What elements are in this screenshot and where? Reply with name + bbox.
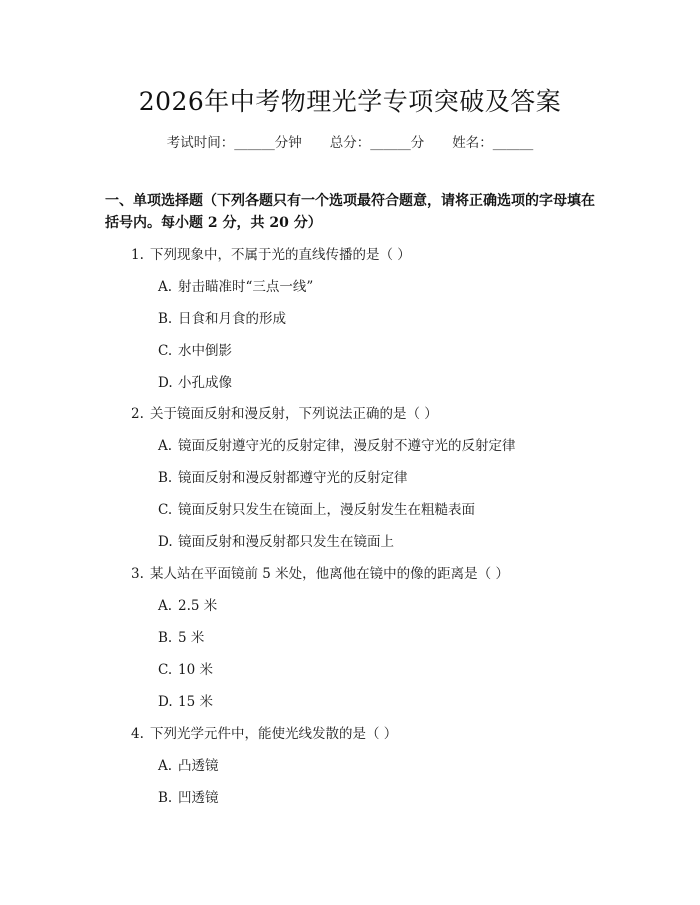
question-3-option-d — [158, 690, 213, 710]
question-1 — [131, 243, 411, 263]
option-text: 水中倒影 — [178, 343, 232, 359]
option-text: 凹透镜 — [178, 790, 219, 806]
option-letter: A. — [158, 598, 173, 614]
option-letter: B. — [158, 311, 173, 327]
name-field: 姓名：______ — [452, 135, 534, 151]
option-letter: B. — [158, 470, 173, 486]
time-field: 考试时间：______分钟 — [166, 135, 302, 151]
question-3 — [131, 562, 509, 582]
question-number: 1. — [131, 247, 144, 263]
option-letter: D. — [158, 694, 173, 710]
option-text: 5 米 — [178, 630, 205, 646]
question-2-option-b — [158, 466, 408, 486]
section-heading: 一、单项选择题（下列各题只有一个选项最符合题意，请将正确选项的字母填在括号内。每小题 2 分，共 20 分） — [105, 193, 595, 231]
option-text: 15 米 — [178, 694, 213, 710]
option-text: 镜面反射和漫反射都遵守光的反射定律 — [178, 470, 408, 486]
question-4-option-a — [158, 754, 219, 774]
question-number: 3. — [131, 566, 144, 582]
option-text: 凸透镜 — [178, 758, 219, 774]
option-letter: C. — [158, 662, 173, 678]
option-text: 镜面反射遵守光的反射定律，漫反射不遵守光的反射定律 — [178, 438, 516, 454]
question-2 — [131, 402, 438, 422]
question-3-option-c — [158, 658, 213, 678]
option-letter: C. — [158, 343, 173, 359]
option-text: 射击瞄准时“三点一线” — [178, 279, 314, 295]
question-stem: 下列光学元件中，能使光线发散的是（ ） — [150, 726, 398, 742]
option-text: 小孔成像 — [178, 375, 232, 391]
option-letter: A. — [158, 758, 173, 774]
question-stem: 某人站在平面镜前 5 米处，他离他在镜中的像的距离是（ ） — [150, 566, 509, 582]
option-text: 2.5 米 — [178, 598, 218, 614]
question-4-option-b — [158, 786, 219, 806]
question-number: 2. — [131, 406, 144, 422]
question-1-option-d — [158, 371, 232, 391]
option-letter: C. — [158, 502, 173, 518]
option-letter: D. — [158, 534, 173, 550]
question-1-option-c — [158, 339, 232, 359]
option-letter: A. — [158, 438, 173, 454]
question-4 — [131, 722, 397, 742]
question-1-option-a — [158, 275, 313, 295]
question-2-option-d — [158, 530, 394, 550]
page-title: 2026年中考物理光学专项突破及答案 — [138, 87, 562, 116]
option-text: 镜面反射和漫反射都只发生在镜面上 — [178, 534, 394, 550]
option-letter: B. — [158, 630, 173, 646]
exam-meta — [0, 131, 700, 151]
option-letter: B. — [158, 790, 173, 806]
option-text: 10 米 — [178, 662, 213, 678]
question-1-option-b — [158, 307, 286, 327]
option-text: 日食和月食的形成 — [178, 311, 286, 327]
question-3-option-a — [158, 594, 217, 614]
option-text: 镜面反射只发生在镜面上，漫反射发生在粗糙表面 — [178, 502, 475, 518]
question-2-option-a — [158, 434, 516, 454]
option-letter: D. — [158, 375, 173, 391]
question-stem: 下列现象中，不属于光的直线传播的是（ ） — [150, 247, 411, 263]
score-field: 总分：______分 — [329, 135, 425, 151]
question-stem: 关于镜面反射和漫反射，下列说法正确的是（ ） — [150, 406, 438, 422]
question-number: 4. — [131, 726, 144, 742]
question-3-option-b — [158, 626, 204, 646]
question-2-option-c — [158, 498, 475, 518]
option-letter: A. — [158, 279, 173, 295]
